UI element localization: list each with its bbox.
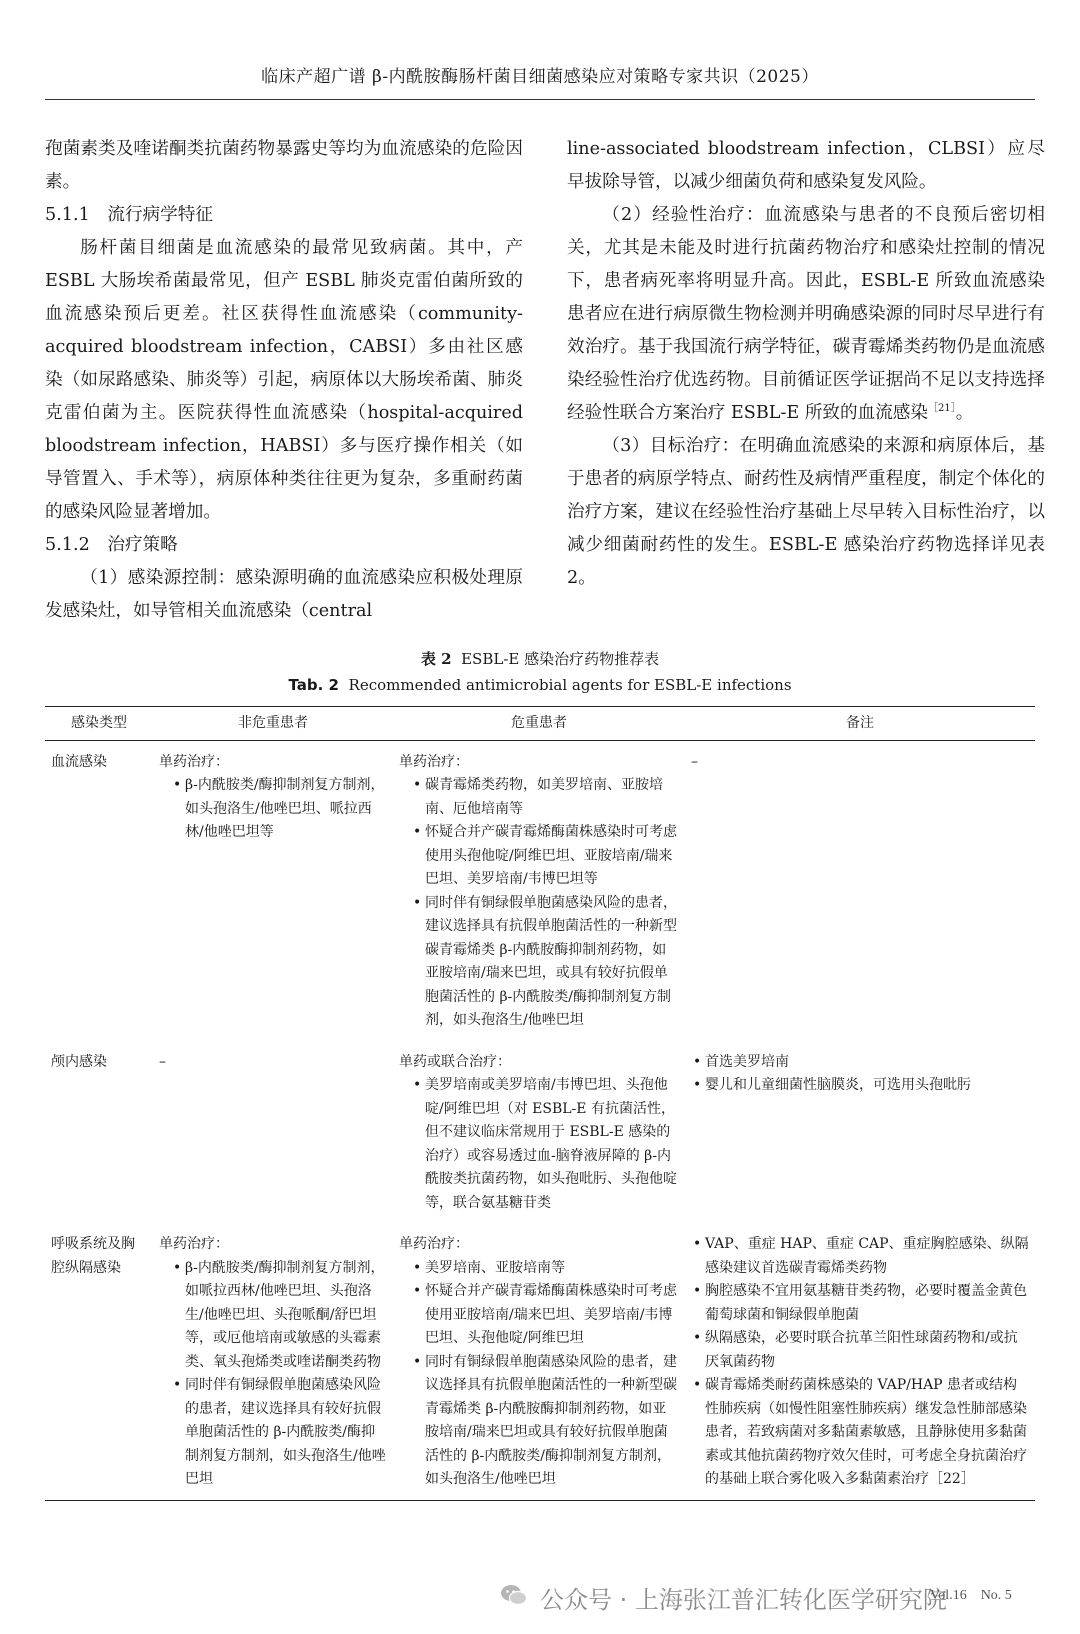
citation: ［21］ <box>927 403 956 415</box>
noncritical-cell <box>153 1041 393 1224</box>
list-item: • 同时伴有铜绿假单胞菌感染风险的患者，建议选择具有抗假单胞菌活性的一种新型碳青霉烯类 β-内酰胺酶抑制剂药物，如亚胺培南/瑞来巴坦，或具有较好抗假单胞菌活性的 β-内酰胺类/酶抑制剂复方制剂，如头孢洛生/他唑巴坦 <box>413 892 679 1033</box>
list-item: • 纵隔感染，必要时联合抗革兰阳性球菌药物和/或抗厌氧菌药物 <box>693 1327 1029 1374</box>
paragraph: 肠杆菌目细菌是血流感染的最常见致病菌。其中，产 ESBL 大肠埃希菌最常见，但产 ESBL 肺炎克雷伯菌所致的血流感染预后更差。社区获得性血流感染（community-acquired bloodstream infection，CABSI）多由社区感染（如尿路感染、肺炎等）引起，病原体以大肠埃希菌、肺炎克雷伯菌为主。医院获得性血流感染（hospital-acquired bloodstream infection，HABSI）多与医疗操作相关（如导管置入、手术等），病原体种类往往更为复杂，多重耐药菌的感染风险显著增加。 <box>45 238 523 522</box>
list-item: • β-内酰胺类/酶抑制剂复方制剂，如头孢洛生/他唑巴坦、哌拉西林/他唑巴坦等 <box>173 774 387 845</box>
paragraph: （3）目标治疗：在明确血流感染的来源和病原体后，基于患者的病原学特点、耐药性及病情严重程度，制定个体化的治疗方案，建议在经验性治疗基础上尽早转入目标性治疗，以减少细菌耐药性的发生。ESBL-E 感染治疗药物选择详见表 2。 <box>567 436 1045 588</box>
list-item: • 美罗培南或美罗培南/韦博巴坦、头孢他啶/阿维巴坦（对 ESBL-E 有抗菌活性，但不建议临床常规用于 ESBL-E 感染的治疗）或容易透过血-脑脊液屏障的 β-内酰胺类抗菌药物，如头孢吡肟、头孢他啶等，联合氨基糖苷类 <box>413 1074 679 1215</box>
list-item: • β-内酰胺类/酶抑制剂复方制剂，如哌拉西林/他唑巴坦、头孢洛生/他唑巴坦、头孢哌酮/舒巴坦等，或厄他培南或敏感的头霉素类、氧头孢烯类或喹诺酮类药物 <box>173 1257 387 1375</box>
table-title-zh: ESBL-E 感染治疗药物推荐表 <box>461 650 660 668</box>
table-row <box>45 1223 1035 1500</box>
list-item: • VAP、重症 HAP、重症 CAP、重症胸腔感染、纵隔感染建议首选碳青霉烯类药物 <box>693 1233 1029 1280</box>
critical-cell <box>393 1223 685 1500</box>
therapy-title: 单药治疗： <box>399 1236 469 1252</box>
list-item: • 怀疑合并产碳青霉烯酶菌株感染时可考虑使用头孢他啶/阿维巴坦、亚胺培南/瑞来巴坦、美罗培南/韦博巴坦等 <box>413 821 679 892</box>
table-header-row <box>45 707 1035 741</box>
therapy-title: 单药治疗： <box>159 753 229 770</box>
therapy-title: 单药治疗： <box>159 1236 229 1252</box>
list-item: • 同时有铜绿假单胞菌感染风险的患者，建议选择具有抗假单胞菌活性的一种新型碳青霉烯类 β-内酰胺酶抑制剂药物，如亚胺培南/瑞来巴坦或具有较好抗假单胞菌活性的 β-内酰胺类/酶抑制剂复方制剂，如头孢洛生/他唑巴坦 <box>413 1351 679 1492</box>
list-item: • 碳青霉烯类药物，如美罗培南、亚胺培南、厄他培南等 <box>413 774 679 821</box>
therapy-title: 单药治疗： <box>399 753 469 770</box>
table-label-en: Tab. 2 <box>288 676 339 694</box>
list-item: • 婴儿和儿童细菌性脑膜炎，可选用头孢吡肟 <box>693 1074 1029 1098</box>
left-column <box>45 133 523 628</box>
noncritical-cell <box>153 740 393 1041</box>
list-item: • 美罗培南、亚胺培南等 <box>413 1257 679 1281</box>
wechat-icon <box>500 1584 528 1606</box>
list-item: • 胸腔感染不宜用氨基糖苷类药物，必要时覆盖金黄色葡萄球菌和铜绿假单胞菌 <box>693 1280 1029 1327</box>
list-item: • 碳青霉烯类耐药菌株感染的 VAP/HAP 患者或结构性肺疾病（如慢性阻塞性肺疾病）继发急性肺部感染患者，若致病菌对多黏菌素敏感，且静脉使用多黏菌素或其他抗菌药物疗效欠佳时，可考虑全身抗菌治疗的基础上联合雾化吸入多黏菌素治疗［22］ <box>693 1374 1029 1492</box>
column-header: 感染类型 <box>45 707 153 741</box>
table-label-zh: 表 2 <box>420 650 452 668</box>
note-cell <box>685 1041 1035 1224</box>
section-heading: 5.1.1 流行病学特征 <box>45 205 213 225</box>
header-rule <box>45 99 1035 100</box>
recommendation-table <box>45 706 1035 1501</box>
infection-type: 颅内感染 <box>51 1053 107 1070</box>
paragraph <box>567 199 1045 430</box>
therapy-title: 单药或联合治疗： <box>399 1053 511 1070</box>
table-row <box>45 740 1035 1041</box>
note-cell <box>685 1223 1035 1500</box>
column-header: 非危重患者 <box>153 707 393 741</box>
journal-info: Vol.16 No. 5 <box>930 1588 1012 1603</box>
footer <box>0 1574 1080 1618</box>
critical-cell <box>393 740 685 1041</box>
list-item: • 怀疑合并产碳青霉烯酶菌株感染时可考虑使用亚胺培南/瑞来巴坦、美罗培南/韦博巴坦、头孢他啶/阿维巴坦 <box>413 1280 679 1351</box>
table-row <box>45 1041 1035 1224</box>
table-caption-en <box>45 676 1035 694</box>
list-item: • 首选美罗培南 <box>693 1051 1029 1075</box>
infection-type: 血流感染 <box>51 753 107 770</box>
paragraph: 孢菌素类及喹诺酮类抗菌药物暴露史等均为血流感染的危险因素。 <box>45 139 523 192</box>
right-column <box>567 133 1045 595</box>
paragraph-text: （2）经验性治疗：血流感染与患者的不良预后密切相关，尤其是未能及时进行抗菌药物治疗和感染灶控制的情况下，患者病死率将明显升高。因此，ESBL-E 所致血流感染患者应在进行病原微生物检测并明确感染源的同时尽早进行有效治疗。基于我国流行病学特征，碳青霉烯类药物仍是血流感染经验性治疗优选药物。目前循证医学证据尚不足以支持选择经验性联合方案治疗 ESBL-E 所致的血流感染 <box>567 205 1045 423</box>
paragraph-end: 。 <box>955 403 974 423</box>
watermark-text: 公众号 · 上海张江普汇转化医学研究院 <box>540 1586 947 1614</box>
table-caption-zh <box>45 648 1035 669</box>
table-title-en: Recommended antimicrobial agents for ESBL-E infections <box>348 676 792 694</box>
paragraph: line-associated bloodstream infection，CLBSI）应尽早拔除导管，以减少细菌负荷和感染复发风险。 <box>567 139 1045 192</box>
running-title: 临床产超广谱 β-内酰胺酶肠杆菌目细菌感染应对策略专家共识（2025） <box>261 67 819 87</box>
empty-dash: – <box>691 753 698 770</box>
note-cell <box>685 740 1035 1041</box>
infection-type: 呼吸系统及胸腔纵隔感染 <box>45 1223 153 1500</box>
column-header: 危重患者 <box>393 707 685 741</box>
paragraph: （1）感染源控制：感染源明确的血流感染应积极处理原发感染灶，如导管相关血流感染（central <box>45 568 523 621</box>
empty-dash: – <box>159 1053 166 1070</box>
noncritical-cell <box>153 1223 393 1500</box>
column-header: 备注 <box>685 707 1035 741</box>
section-heading: 5.1.2 治疗策略 <box>45 535 178 555</box>
critical-cell <box>393 1041 685 1224</box>
list-item: • 同时伴有铜绿假单胞菌感染风险的患者，建议选择具有较好抗假单胞菌活性的 β-内酰胺类/酶抑制剂复方制剂，如头孢洛生/他唑巴坦 <box>173 1374 387 1492</box>
